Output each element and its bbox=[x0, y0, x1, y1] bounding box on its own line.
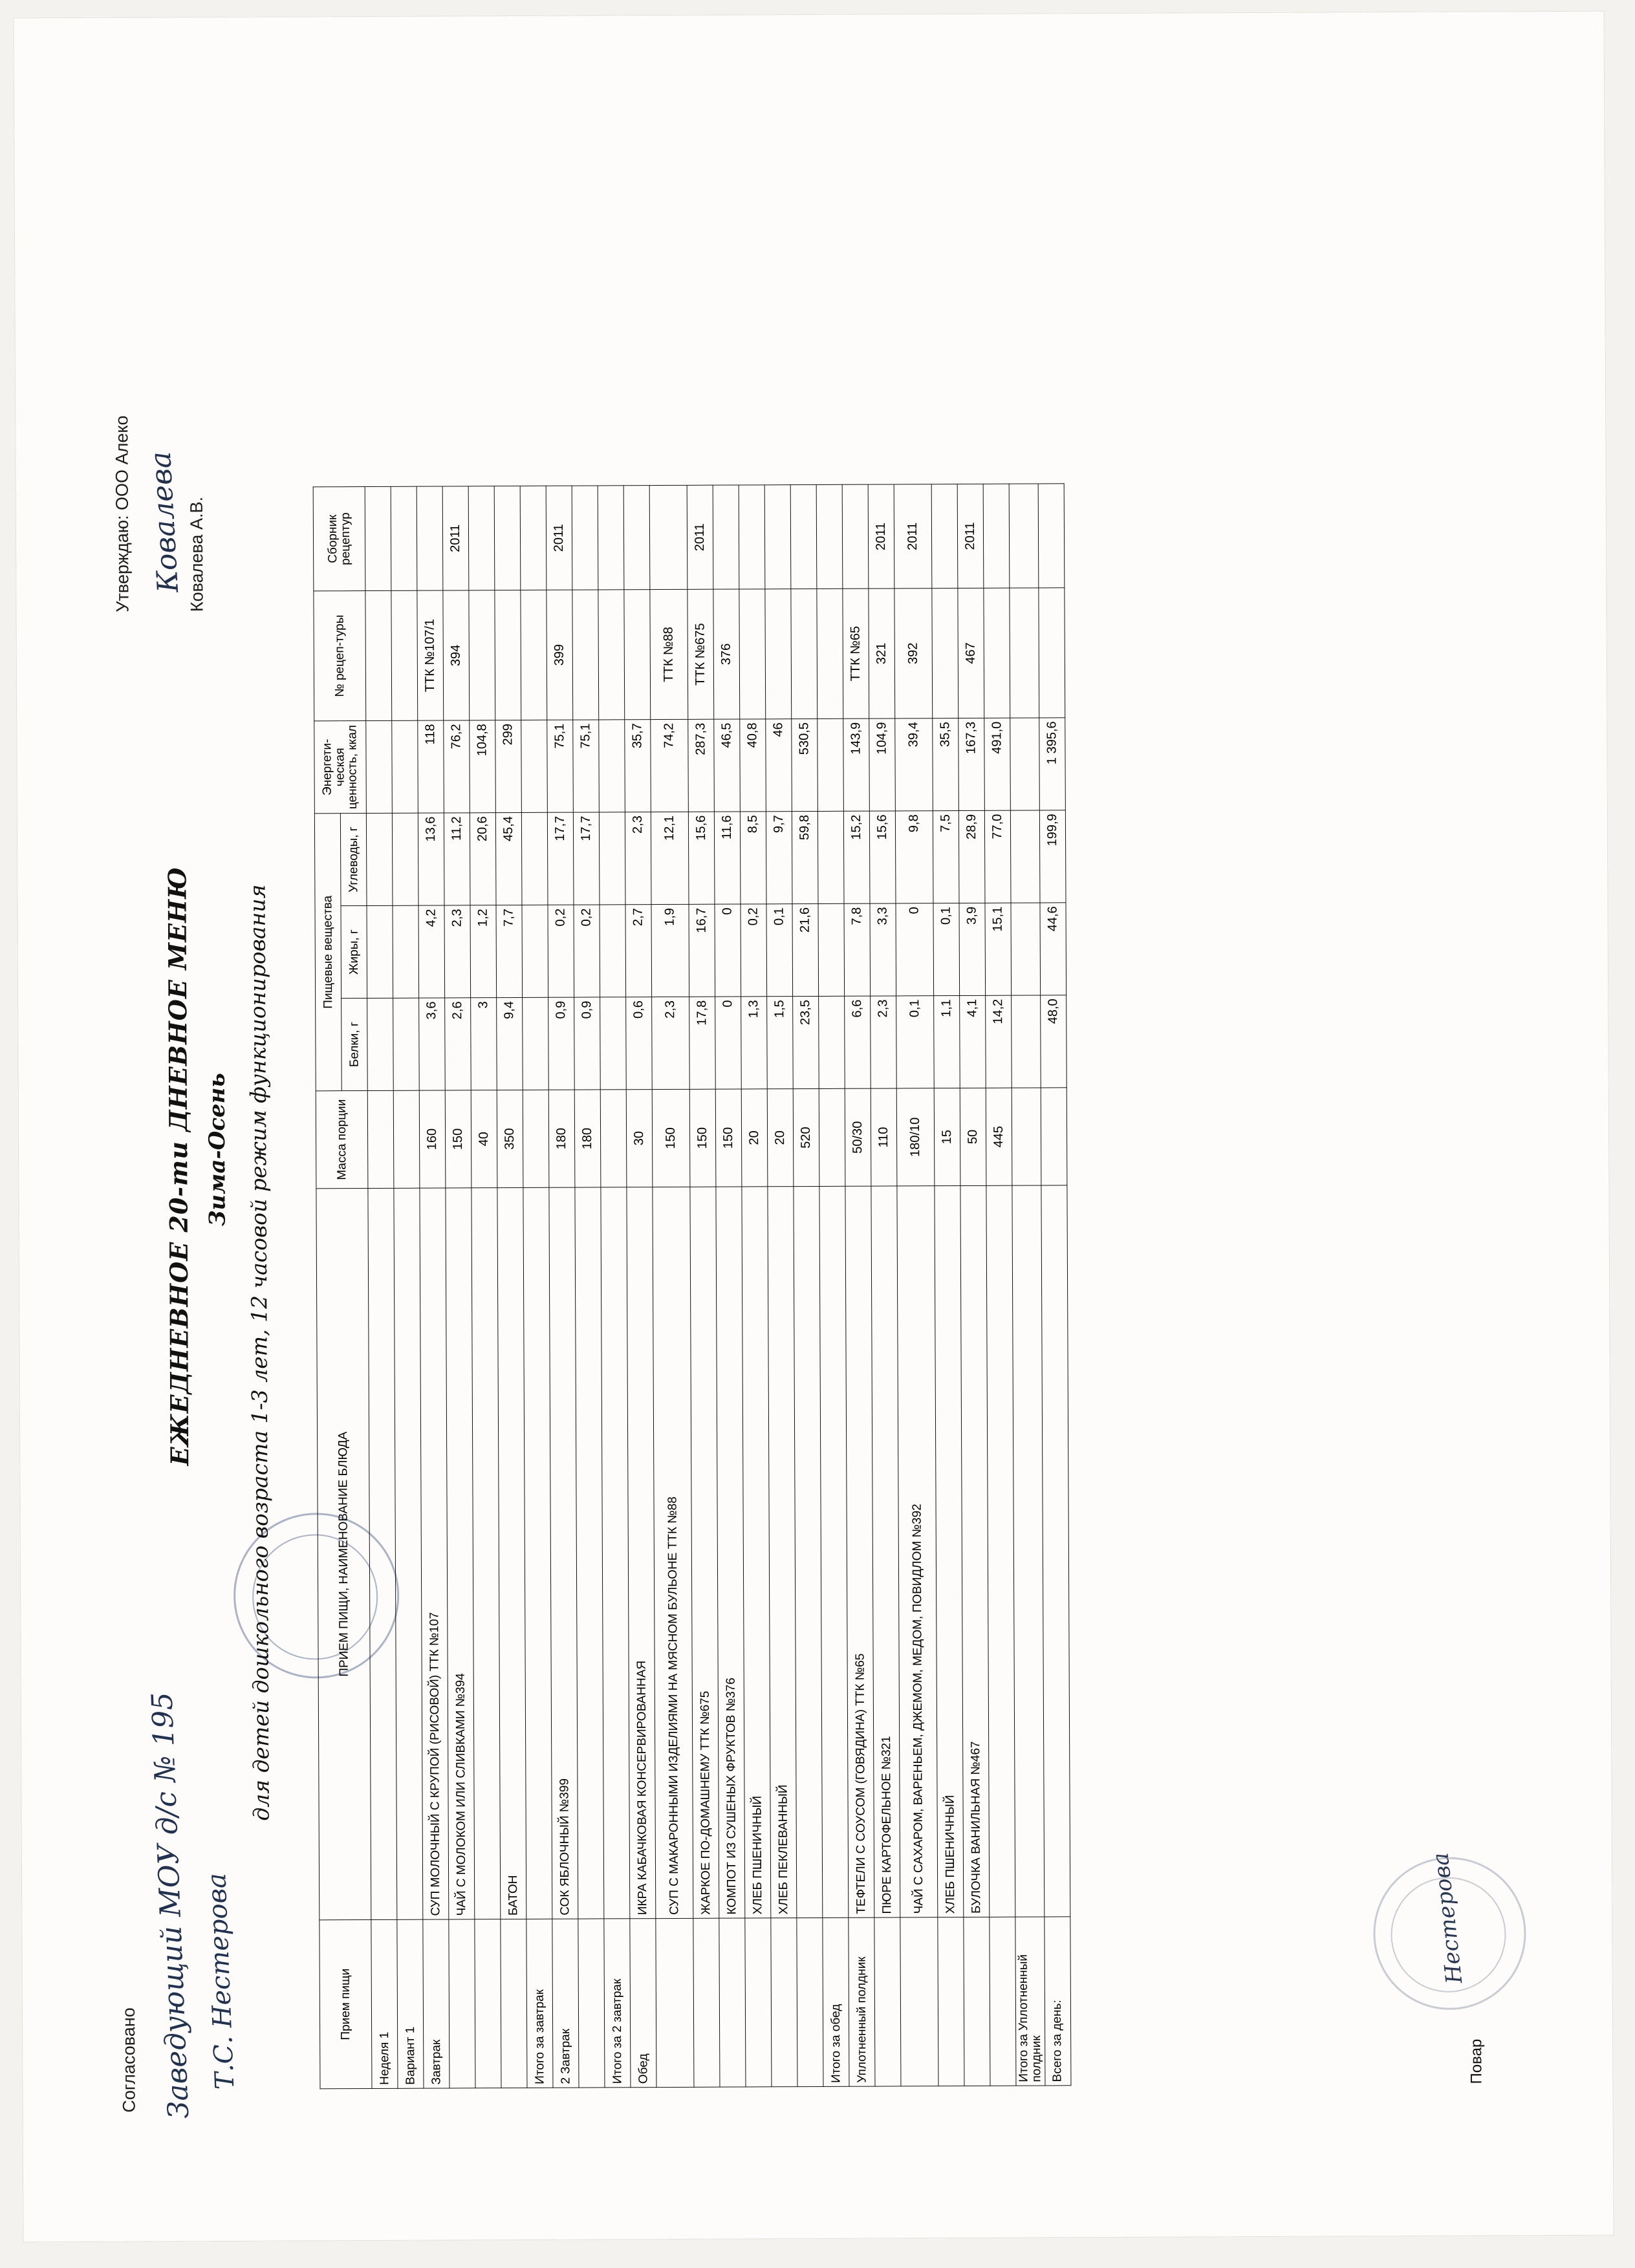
bottom-signature: Нестерова bbox=[1427, 1851, 1468, 1985]
cell-energy: 491,0 bbox=[984, 718, 1011, 810]
cell-recipe-no: 321 bbox=[869, 589, 895, 718]
cell-carbs: 9,7 bbox=[766, 812, 792, 904]
cell-fats bbox=[818, 903, 845, 996]
col-header-fats: Жиры, г bbox=[341, 906, 367, 999]
cell-recipe-no bbox=[739, 589, 766, 719]
cell-collection bbox=[816, 484, 843, 589]
cell-proteins: 2,6 bbox=[445, 998, 471, 1090]
cell-energy: 35,5 bbox=[933, 718, 959, 811]
cell-mass: 445 bbox=[986, 1088, 1012, 1185]
cell-dish bbox=[819, 1186, 849, 1917]
cell-mass bbox=[600, 1090, 627, 1187]
cell-carbs bbox=[392, 813, 418, 905]
cell-meal bbox=[475, 1919, 501, 2088]
table-body bbox=[365, 484, 1071, 2089]
cell-dish: ПЮРЕ КАРТОФЕЛЬНОЕ №321 bbox=[871, 1186, 900, 1917]
cell-collection bbox=[623, 486, 650, 590]
table-row bbox=[894, 484, 938, 2086]
cell-energy: 104,8 bbox=[470, 720, 496, 813]
cell-carbs: 17,7 bbox=[547, 812, 574, 905]
cell-mass: 20 bbox=[767, 1089, 794, 1187]
cell-dish bbox=[368, 1188, 397, 1919]
cell-collection bbox=[365, 486, 391, 590]
cell-collection bbox=[649, 485, 688, 589]
approval-left-label: Согласовано bbox=[118, 2007, 139, 2113]
cell-mass: 150 bbox=[689, 1089, 716, 1187]
approval-right-person: Ковалева А.В. bbox=[186, 496, 207, 612]
cell-energy bbox=[817, 718, 844, 811]
cell-meal: Завтрак bbox=[423, 1919, 449, 2088]
col-header-collection: Сборник рецептур bbox=[313, 487, 365, 591]
cell-meal bbox=[693, 1918, 720, 2087]
page-content bbox=[33, 43, 1595, 2210]
page-rotation-wrapper bbox=[33, 43, 1595, 2210]
cell-recipe-no: 399 bbox=[547, 590, 573, 720]
cell-recipe-no: ТТК №675 bbox=[688, 589, 714, 719]
cell-meal bbox=[449, 1919, 475, 2088]
cell-fats: 0,2 bbox=[548, 905, 574, 997]
approval-left-handwriting-name: Т.С. Нестерова bbox=[202, 1872, 241, 2090]
cell-fats bbox=[600, 905, 626, 997]
cell-dish: БАТОН bbox=[497, 1187, 526, 1919]
cell-carbs bbox=[817, 811, 844, 903]
col-header-recipe-no: № рецеп-туры bbox=[314, 591, 366, 721]
cell-fats: 3,9 bbox=[959, 903, 986, 995]
col-header-meal: Прием пищи bbox=[319, 1919, 372, 2088]
cell-mass bbox=[367, 1090, 394, 1188]
cell-collection bbox=[598, 486, 624, 590]
cell-meal bbox=[900, 1917, 938, 2086]
cell-fats: 0,2 bbox=[741, 904, 767, 997]
cell-mass: 40 bbox=[471, 1090, 497, 1188]
cell-mass bbox=[1012, 1088, 1041, 1185]
cell-dish: СУП С МАКАРОННЫМИ ИЗДЕЛИЯМИ НА МЯСНОМ БУЛЬОНЕ ТТК №88 bbox=[653, 1187, 693, 1918]
cell-fats: 2,3 bbox=[444, 905, 471, 998]
cell-meal bbox=[964, 1917, 990, 2086]
scanned-page bbox=[14, 11, 1614, 2243]
cell-dish bbox=[1041, 1185, 1070, 1917]
cell-collection bbox=[931, 484, 958, 589]
cell-carbs bbox=[599, 812, 625, 905]
cell-recipe-no bbox=[598, 590, 625, 720]
cell-mass: 180/10 bbox=[896, 1088, 935, 1186]
cell-proteins bbox=[600, 997, 627, 1090]
cell-recipe-no bbox=[469, 590, 495, 720]
cell-dish bbox=[986, 1185, 1015, 1917]
cell-energy: 74,2 bbox=[651, 719, 689, 812]
cell-recipe-no bbox=[521, 590, 547, 720]
cell-meal bbox=[874, 1917, 901, 2086]
cell-carbs bbox=[521, 812, 548, 905]
approval-left-handwriting-org: Заведующий МОУ д/с № 195 bbox=[146, 1691, 196, 2120]
cell-carbs: 15,2 bbox=[843, 811, 870, 903]
cell-dish: КОМПОТ ИЗ СУШЕНЫХ ФРУКТОВ №376 bbox=[716, 1187, 745, 1918]
cell-fats: 2,7 bbox=[625, 905, 652, 997]
cell-fats: 7,7 bbox=[496, 905, 523, 997]
cell-mass: 50 bbox=[960, 1088, 986, 1185]
cell-proteins: 0 bbox=[715, 997, 742, 1089]
cell-fats bbox=[1011, 903, 1040, 995]
cell-meal bbox=[745, 1918, 772, 2087]
cell-mass bbox=[523, 1090, 549, 1187]
cell-energy: 1 395,6 bbox=[1039, 718, 1066, 810]
cell-carbs: 17,7 bbox=[573, 812, 600, 905]
cell-fats: 16,7 bbox=[689, 904, 715, 997]
cell-energy bbox=[1010, 718, 1039, 810]
cell-recipe-no bbox=[765, 589, 792, 719]
cell-fats: 7,8 bbox=[844, 903, 871, 996]
cell-carbs: 8,5 bbox=[740, 812, 766, 904]
cell-energy: 35,7 bbox=[625, 720, 651, 812]
cell-meal bbox=[938, 1917, 964, 2086]
cell-collection bbox=[1038, 484, 1065, 588]
cell-collection bbox=[842, 484, 869, 589]
cell-meal: Вариант 1 bbox=[397, 1919, 424, 2088]
cell-carbs: 199,9 bbox=[1039, 810, 1066, 903]
cell-carbs: 9,8 bbox=[895, 811, 933, 903]
approval-right-label: Утверждаю: ООО Алеко bbox=[112, 415, 133, 612]
cell-collection bbox=[494, 486, 521, 590]
cell-proteins: 4,1 bbox=[960, 995, 986, 1088]
cell-recipe-no: 392 bbox=[894, 589, 933, 718]
cell-recipe-no: ТТК №65 bbox=[843, 589, 869, 718]
cell-proteins: 1,3 bbox=[741, 997, 768, 1089]
cell-proteins bbox=[819, 996, 845, 1088]
cell-energy: 118 bbox=[418, 720, 444, 813]
cell-mass: 150 bbox=[445, 1090, 471, 1188]
cell-dish: ИКРА КАБАЧКОВАЯ КОНСЕРВИРОВАННАЯ bbox=[627, 1187, 656, 1919]
cell-carbs: 11,2 bbox=[444, 813, 470, 905]
cell-energy: 104,9 bbox=[869, 718, 896, 811]
cell-energy: 40,8 bbox=[740, 719, 766, 812]
cell-collection bbox=[417, 486, 443, 590]
cell-dish: ЧАЙ С САХАРОМ, ВАРЕНЬЕМ, ДЖЕМОМ, МЕДОМ, ПОВИДЛОМ №392 bbox=[897, 1186, 938, 1917]
cell-proteins: 48,0 bbox=[1040, 995, 1067, 1088]
cell-carbs: 59,8 bbox=[792, 811, 818, 903]
cell-energy: 39,4 bbox=[895, 718, 933, 811]
cell-dish: СУП МОЛОЧНЫЙ С КРУПОЙ (РИСОВОЙ) ТТК №107 bbox=[420, 1188, 449, 1919]
cook-label: Повар bbox=[1467, 2038, 1486, 2084]
cell-fats: 3,3 bbox=[870, 903, 896, 996]
cell-collection: 2011 bbox=[442, 486, 469, 590]
cell-mass bbox=[1041, 1088, 1067, 1185]
cell-energy: 46 bbox=[766, 719, 792, 812]
cell-collection bbox=[1009, 484, 1039, 588]
cell-dish: ЖАРКОЕ ПО-ДОМАШНЕМУ ТТК №675 bbox=[690, 1187, 719, 1918]
cell-recipe-no: ТТК №107/1 bbox=[417, 590, 444, 720]
cell-fats: 0,1 bbox=[933, 903, 960, 996]
cell-fats: 4,2 bbox=[418, 905, 445, 998]
cell-energy: 76,2 bbox=[444, 720, 470, 813]
cell-proteins: 3,6 bbox=[419, 998, 446, 1090]
cell-fats bbox=[522, 905, 548, 997]
col-header-nutrients-group: Пищевые вещества bbox=[314, 814, 341, 1091]
cell-carbs: 11,6 bbox=[714, 812, 741, 904]
cell-carbs: 28,9 bbox=[958, 810, 985, 903]
cell-meal: Итого за обед bbox=[823, 1917, 849, 2086]
cell-recipe-no bbox=[817, 589, 843, 718]
cell-dish bbox=[523, 1187, 552, 1919]
cell-fats: 21,6 bbox=[792, 903, 819, 996]
cell-energy bbox=[392, 720, 418, 813]
cell-dish bbox=[575, 1187, 604, 1919]
cell-energy: 46,5 bbox=[714, 719, 741, 812]
cell-meal bbox=[501, 1919, 527, 2088]
cell-recipe-no bbox=[1010, 588, 1039, 718]
cell-energy bbox=[599, 720, 625, 812]
cell-dish: ТЕФТЕЛИ С СОУСОМ (ГОВЯДИНА) ТТК №65 bbox=[845, 1186, 874, 1917]
cell-meal bbox=[719, 1918, 746, 2087]
cell-mass: 50/30 bbox=[845, 1088, 871, 1186]
cell-carbs: 13,6 bbox=[418, 813, 444, 905]
cell-proteins: 6,6 bbox=[845, 996, 871, 1088]
cell-dish: ХЛЕБ ПЕКЛЕВАННЫЙ bbox=[768, 1187, 797, 1918]
cell-mass: 180 bbox=[574, 1090, 601, 1187]
cell-meal bbox=[771, 1918, 797, 2087]
cell-fats: 0 bbox=[896, 903, 934, 996]
col-header-carbs: Углеводы, г bbox=[340, 814, 367, 906]
cell-collection: 2011 bbox=[687, 485, 713, 589]
page-subtitle: Зима-Осень bbox=[204, 1073, 231, 1227]
col-header-proteins: Белки, г bbox=[341, 999, 368, 1091]
cell-carbs bbox=[1010, 810, 1039, 903]
cell-mass: 520 bbox=[793, 1088, 819, 1186]
cell-energy: 167,3 bbox=[958, 718, 985, 810]
cell-collection bbox=[790, 484, 817, 589]
cell-energy: 530,5 bbox=[792, 718, 818, 811]
page-subtitle-details: для детей дошкольного возраста 1-3 лет, 12 часовой режим функционирования bbox=[244, 884, 274, 1821]
cell-mass: 110 bbox=[871, 1088, 897, 1186]
cell-fats bbox=[367, 905, 393, 998]
cell-meal: Итого за 2 завтрак bbox=[604, 1919, 631, 2088]
cell-proteins: 17,8 bbox=[689, 997, 716, 1089]
cell-recipe-no: 467 bbox=[958, 588, 984, 718]
cell-collection bbox=[468, 486, 495, 590]
col-header-mass: Масса порции bbox=[316, 1091, 368, 1189]
cell-recipe-no: ТТК №88 bbox=[650, 589, 688, 719]
cell-proteins: 9,4 bbox=[497, 997, 523, 1090]
col-header-energy: Энергети-ческая ценность, ккал bbox=[314, 721, 367, 814]
cell-fats bbox=[393, 905, 419, 998]
cell-collection bbox=[983, 484, 1010, 588]
cell-proteins: 1,5 bbox=[767, 997, 794, 1089]
cell-energy: 75,1 bbox=[547, 720, 574, 812]
cell-energy: 143,9 bbox=[843, 718, 870, 811]
cell-meal bbox=[578, 1919, 605, 2088]
cell-dish bbox=[471, 1188, 501, 1919]
cell-carbs: 20,6 bbox=[470, 813, 496, 905]
cell-fats: 44,6 bbox=[1040, 903, 1067, 995]
cell-dish bbox=[1012, 1185, 1045, 1917]
cell-carbs: 7,5 bbox=[933, 811, 959, 903]
cell-proteins: 0,9 bbox=[548, 997, 575, 1090]
cell-carbs: 15,6 bbox=[688, 812, 715, 904]
cell-dish: ЧАЙ С МОЛОКОМ ИЛИ СЛИВКАМИ №394 bbox=[446, 1188, 475, 1919]
cell-collection bbox=[520, 486, 547, 590]
cell-proteins: 14,2 bbox=[986, 995, 1012, 1088]
cell-carbs: 2,3 bbox=[625, 812, 651, 905]
cell-carbs: 77,0 bbox=[984, 810, 1011, 903]
cell-mass: 15 bbox=[934, 1088, 960, 1186]
cell-collection: 2011 bbox=[546, 486, 572, 590]
cell-collection bbox=[572, 486, 598, 590]
cell-meal: Неделя 1 bbox=[371, 1919, 398, 2088]
cell-collection bbox=[764, 485, 791, 589]
cell-mass: 150 bbox=[715, 1089, 742, 1187]
cell-proteins: 0,6 bbox=[626, 997, 653, 1090]
cell-proteins: 2,3 bbox=[652, 997, 690, 1089]
approval-right-signature: Ковалева bbox=[144, 450, 186, 594]
cell-mass bbox=[393, 1090, 420, 1188]
cell-carbs: 12,1 bbox=[651, 812, 689, 904]
cell-mass: 350 bbox=[497, 1090, 523, 1187]
table-row bbox=[649, 485, 694, 2087]
cell-proteins: 2,3 bbox=[871, 996, 897, 1088]
cell-dish: ХЛЕБ ПШЕНИЧНЫЙ bbox=[935, 1186, 964, 1917]
cell-fats: 1,9 bbox=[651, 904, 689, 997]
cell-mass: 180 bbox=[548, 1090, 575, 1187]
cell-proteins: 0,9 bbox=[574, 997, 601, 1090]
cell-dish bbox=[601, 1187, 630, 1919]
cell-fats: 0,1 bbox=[766, 904, 793, 997]
cell-mass: 160 bbox=[419, 1090, 446, 1188]
cell-proteins bbox=[523, 997, 549, 1090]
cell-collection: 2011 bbox=[894, 484, 932, 589]
cell-proteins: 0,1 bbox=[896, 996, 935, 1088]
cell-meal: Итого за Уплотненный полдник bbox=[1015, 1917, 1045, 2086]
cell-recipe-no bbox=[572, 590, 599, 720]
cell-proteins bbox=[1012, 995, 1041, 1088]
col-header-dish: ПРИЕМ ПИЩИ, НАИМЕНОВАНИЕ БЛЮДА bbox=[316, 1189, 371, 1920]
cell-dish: СОК ЯБЛОЧНЫЙ №399 bbox=[549, 1187, 578, 1919]
cell-dish bbox=[794, 1186, 823, 1917]
cell-mass: 30 bbox=[626, 1090, 653, 1187]
cell-meal bbox=[656, 1918, 694, 2087]
cell-dish: ХЛЕБ ПШЕНИЧНЫЙ bbox=[742, 1187, 771, 1918]
cell-fats: 0 bbox=[715, 904, 741, 997]
cell-proteins: 23,5 bbox=[793, 996, 819, 1088]
cell-recipe-no bbox=[1039, 588, 1065, 718]
cell-collection: 2011 bbox=[957, 484, 984, 588]
table-header-row-groups bbox=[313, 487, 346, 2089]
cell-meal: Всего за день: bbox=[1045, 1917, 1071, 2086]
cell-fats: 0,2 bbox=[574, 905, 600, 997]
cell-energy: 287,3 bbox=[688, 719, 715, 812]
cell-meal: Уплотненный полдник bbox=[849, 1917, 875, 2086]
cell-energy bbox=[521, 720, 548, 812]
cell-collection bbox=[391, 486, 417, 590]
cell-recipe-no bbox=[391, 590, 418, 720]
cell-collection: 2011 bbox=[868, 484, 894, 589]
cell-recipe-no bbox=[365, 590, 392, 720]
cell-carbs: 45,4 bbox=[495, 812, 522, 905]
cell-meal bbox=[797, 1917, 823, 2086]
table-head bbox=[313, 487, 372, 2089]
cell-recipe-no bbox=[624, 590, 651, 720]
cell-proteins bbox=[393, 998, 420, 1090]
cell-carbs: 15,6 bbox=[869, 811, 896, 903]
cell-meal: Итого за завтрак bbox=[526, 1919, 553, 2088]
cell-recipe-no bbox=[791, 589, 817, 718]
cell-recipe-no: 394 bbox=[443, 590, 470, 720]
cell-carbs bbox=[366, 813, 393, 905]
cell-collection bbox=[739, 485, 765, 589]
cell-dish: БУЛОЧКА ВАНИЛЬНАЯ №467 bbox=[960, 1185, 990, 1917]
cell-recipe-no bbox=[984, 588, 1010, 718]
cell-recipe-no: 376 bbox=[713, 589, 740, 719]
cell-dish bbox=[394, 1188, 423, 1919]
cell-recipe-no bbox=[932, 589, 958, 718]
page-title: ЕЖЕДНЕВНОЕ 20-ти ДНЕВНОЕ МЕНЮ bbox=[162, 866, 195, 1466]
cell-mass: 20 bbox=[741, 1089, 768, 1187]
cell-mass: 150 bbox=[652, 1089, 690, 1187]
cell-fats: 15,1 bbox=[985, 903, 1012, 995]
cell-meal: Обед bbox=[630, 1919, 656, 2088]
cell-mass bbox=[819, 1088, 845, 1186]
cell-meal: 2 Завтрак bbox=[552, 1919, 579, 2088]
cell-fats: 1,2 bbox=[470, 905, 497, 998]
daily-menu-table bbox=[313, 483, 1072, 2089]
cell-energy: 299 bbox=[495, 720, 522, 812]
cell-collection bbox=[713, 485, 739, 589]
cell-energy bbox=[366, 720, 393, 813]
cell-recipe-no bbox=[495, 590, 521, 720]
cell-proteins bbox=[367, 998, 394, 1090]
cell-proteins: 1,1 bbox=[934, 996, 960, 1088]
cell-proteins: 3 bbox=[471, 998, 497, 1090]
cell-meal bbox=[990, 1917, 1016, 2086]
cell-energy: 75,1 bbox=[573, 720, 600, 812]
